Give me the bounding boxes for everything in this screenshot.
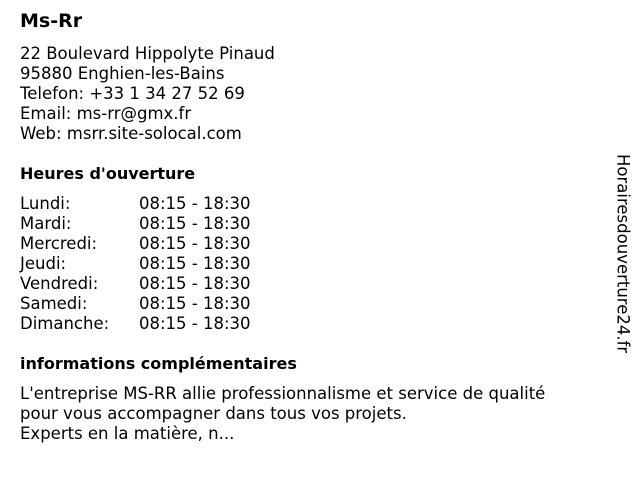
time-range: 08:15 - 18:30 <box>139 294 251 313</box>
time-range: 08:15 - 18:30 <box>139 254 251 273</box>
hours-row-thursday <box>20 254 251 274</box>
address-line-2: 95880 Enghien-les-Bains <box>20 64 225 83</box>
watermark-text: Horairesdouverture24.fr <box>613 154 633 354</box>
day-label: Dimanche: <box>20 314 110 333</box>
time-range: 08:15 - 18:30 <box>139 194 251 213</box>
description-line: pour vous accompagner dans tous vos projets. <box>20 404 407 423</box>
day-label: Mardi: <box>20 214 72 233</box>
hours-row-saturday <box>20 294 251 314</box>
day-label: Jeudi: <box>20 254 67 273</box>
description-line: L'entreprise MS-RR allie professionnalisme et service de qualité <box>20 384 546 403</box>
description-line: Experts en la matière, n... <box>20 424 235 443</box>
hours-table <box>20 194 251 334</box>
description-block <box>20 384 590 444</box>
time-range: 08:15 - 18:30 <box>139 274 251 293</box>
day-label: Mercredi: <box>20 234 98 253</box>
phone-text: Telefon: +33 1 34 27 52 69 <box>20 84 245 103</box>
hours-row-friday <box>20 274 251 294</box>
hours-row-wednesday <box>20 234 251 254</box>
time-range: 08:15 - 18:30 <box>139 214 251 233</box>
business-name: Ms-Rr <box>20 10 83 32</box>
time-range: 08:15 - 18:30 <box>139 234 251 253</box>
hours-row-tuesday <box>20 214 251 234</box>
hours-row-sunday <box>20 314 251 334</box>
day-label: Lundi: <box>20 194 71 213</box>
contact-block <box>20 44 275 144</box>
time-range: 08:15 - 18:30 <box>139 314 251 333</box>
day-label: Vendredi: <box>20 274 99 293</box>
email-text: Email: ms-rr@gmx.fr <box>20 104 192 123</box>
address-line-1: 22 Boulevard Hippolyte Pinaud <box>20 44 275 63</box>
info-heading: informations complémentaires <box>20 354 297 373</box>
day-label: Samedi: <box>20 294 88 313</box>
watermark-container <box>612 134 634 374</box>
web-text: Web: msrr.site-solocal.com <box>20 124 242 143</box>
hours-heading: Heures d'ouverture <box>20 164 196 183</box>
hours-row-monday <box>20 194 251 214</box>
